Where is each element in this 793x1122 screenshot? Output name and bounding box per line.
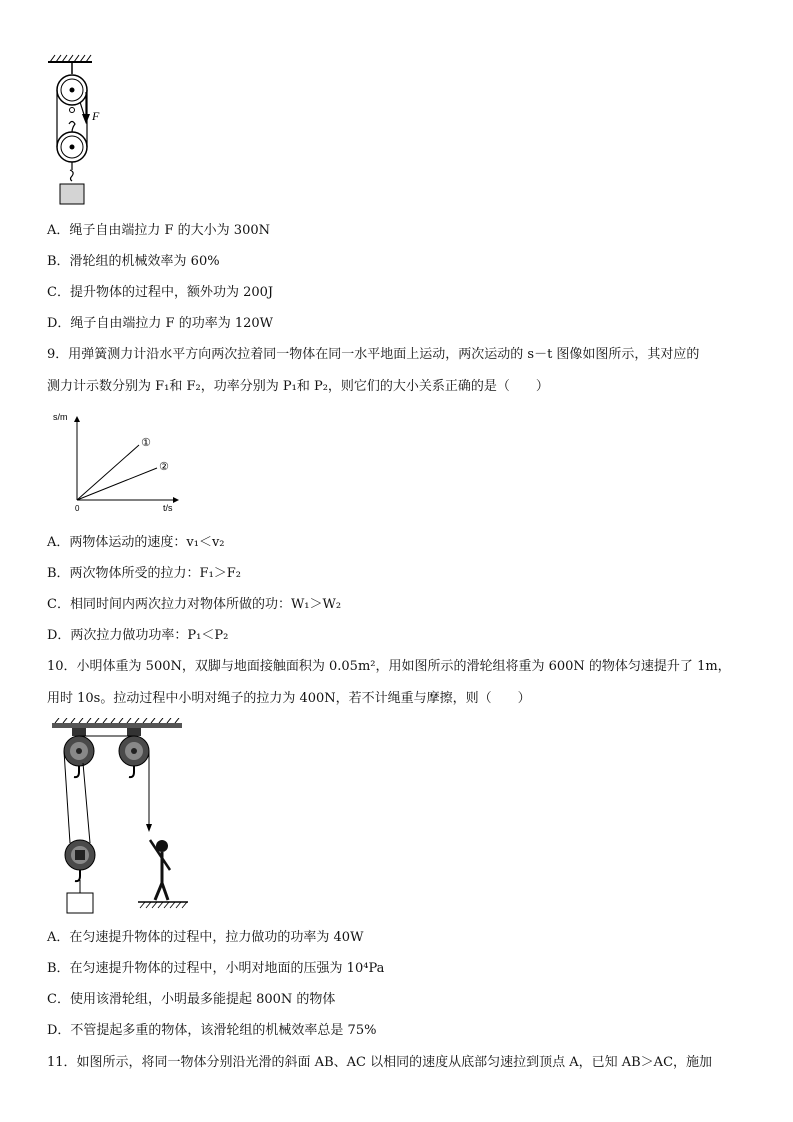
q10-option-c: C．使用该滑轮组，小明最多能提起 800N 的物体	[47, 992, 336, 1007]
q10-pulley-figure	[50, 718, 195, 918]
q8-option-d: D．绳子自由端拉力 F 的功率为 120W	[47, 316, 274, 331]
q8-option-a: A．绳子自由端拉力 F 的大小为 300N	[47, 223, 270, 238]
q9-stem-line1: 9．用弹簧测力计沿水平方向两次拉着同一物体在同一水平地面上运动，两次运动的 s－t 图像如图所示，其对应的	[47, 347, 700, 362]
q9-option-a: A．两物体运动的速度：v₁＜v₂	[47, 535, 225, 550]
q9-option-d: D．两次拉力做功功率：P₁＜P₂	[47, 628, 229, 643]
q10-stem-line1: 10．小明体重为 500N，双脚与地面接触面积为 0.05m²，用如图所示的滑轮组将重为 600N 的物体匀速提升了 1m，	[47, 659, 731, 674]
q9-option-b: B．两次物体所受的拉力：F₁＞F₂	[47, 566, 242, 581]
q10-option-a: A．在匀速提升物体的过程中，拉力做功的功率为 40W	[47, 930, 364, 945]
q8-option-b: B．滑轮组的机械效率为 60%	[47, 254, 220, 269]
q10-option-d: D．不管提起多重的物体，该滑轮组的机械效率总是 75%	[47, 1023, 377, 1038]
q9-st-graph	[45, 408, 185, 518]
q11-stem-line1: 11．如图所示，将同一物体分别沿光滑的斜面 AB、AC 以相同的速度从底部匀速拉到顶点 A，已知 AB＞AC，施加	[47, 1055, 713, 1070]
q10-stem-line2: 用时 10s。拉动过程中小明对绳子的拉力为 400N，若不计绳重与摩擦，则（ ）	[47, 691, 531, 706]
q9-option-c: C．相同时间内两次拉力对物体所做的功：W₁＞W₂	[47, 597, 342, 612]
series-2-line	[77, 468, 157, 500]
series-1-line	[77, 445, 139, 500]
q8-pulley-figure	[40, 52, 120, 208]
origin-label: 0	[75, 504, 80, 513]
q9-stem-line2: 测力计示数分别为 F₁和 F₂，功率分别为 P₁和 P₂，则它们的大小关系正确的是（ ）	[47, 379, 549, 394]
force-label-f: F	[92, 109, 100, 123]
ylabel: s/m	[53, 412, 68, 422]
q10-option-b: B．在匀速提升物体的过程中，小明对地面的压强为 10⁴Pa	[47, 961, 385, 976]
series-2-label: ②	[159, 460, 169, 473]
xlabel: t/s	[163, 503, 173, 513]
series-1-label: ①	[141, 436, 151, 449]
q8-option-c: C．提升物体的过程中，额外功为 200J	[47, 285, 274, 300]
